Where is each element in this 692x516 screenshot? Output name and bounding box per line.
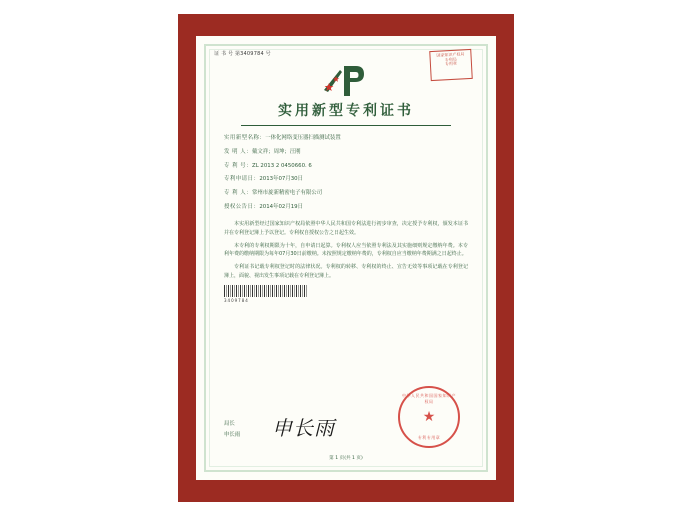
certificate-number: 证 书 号 第3409784 号 bbox=[214, 51, 271, 57]
field-row bbox=[224, 134, 478, 143]
certificate-frame bbox=[178, 14, 514, 502]
office-stamp-line1: 国家知识产权局 bbox=[436, 51, 465, 58]
field-row bbox=[224, 175, 478, 184]
field-label: 专利申请日： bbox=[224, 176, 260, 183]
certificate-content bbox=[214, 50, 478, 466]
national-seal-icon bbox=[398, 386, 460, 448]
body-paragraph: 本专利的专利权期限为十年，自申请日起算。专利权人应当依照专利法及其实施细则规定缴纳年费。本专利年费的缴纳期限为每年07月30日前缴纳。未按照规定缴纳年费的，专利权自应当缴纳年费期满之日起终止。 bbox=[224, 242, 468, 258]
handwritten-signature: 申长雨 bbox=[272, 416, 335, 440]
field-row bbox=[224, 162, 478, 171]
logo-container bbox=[214, 64, 478, 98]
field-row bbox=[224, 189, 478, 198]
page-footer: 第 1 页(共 1 页) bbox=[329, 455, 363, 461]
field-value: ZL 2013 2 0450660. 6 bbox=[252, 162, 312, 169]
field-label: 实用新型名称： bbox=[224, 135, 266, 142]
office-stamp-line2: 专利局 bbox=[444, 56, 457, 62]
certificate-paper bbox=[196, 36, 496, 480]
seal-bottom-text: 专利专用章 bbox=[417, 434, 441, 440]
patent-office-logo-icon bbox=[322, 64, 370, 98]
signature-label-title: 局长 bbox=[224, 421, 235, 428]
body-paragraph: 专利证书记载专利权登记时的法律状况。专利权的转移、专利权的终止、宣告无效等事项记载在专利登记簿上，面貌、视出发生事项记载在专利登记簿上。 bbox=[224, 264, 468, 279]
office-stamp-line3: 专用章 bbox=[444, 60, 458, 67]
field-row bbox=[224, 148, 478, 157]
field-label: 发 明 人： bbox=[224, 149, 252, 156]
field-value: 2013年07月30日 bbox=[259, 176, 303, 183]
signature-labels bbox=[224, 419, 240, 440]
field-value: 一体化网络变压器扫描测试装置 bbox=[265, 135, 341, 142]
seal-star-icon: ★ bbox=[422, 409, 436, 425]
field-value: 2014年02月19日 bbox=[259, 203, 303, 210]
field-label: 专 利 号： bbox=[224, 162, 252, 169]
field-value: 戴文祥；周坤；汪刚 bbox=[252, 149, 301, 156]
field-row bbox=[224, 203, 478, 212]
field-value: 常州市旋新精密电子有限公司 bbox=[252, 189, 323, 196]
page-title: 实用新型专利证书 bbox=[278, 103, 414, 119]
signature-label-name: 申长雨 bbox=[224, 431, 241, 438]
field-label: 授权公告日： bbox=[224, 203, 260, 210]
title-divider bbox=[241, 125, 451, 126]
field-label: 专 利 人： bbox=[224, 189, 252, 196]
body-paragraph: 本实用新型经过国家知识产权局依照中华人民共和国专利法进行初步审查，决定授予专利权，颁发本证书并在专利登记簿上予以登记。专利权自授权公告之日起生效。 bbox=[224, 221, 468, 236]
barcode bbox=[224, 285, 308, 297]
barcode-number: 3409784 bbox=[224, 297, 249, 303]
seal-top-text: 中华人民共和国国家知识产权局 bbox=[402, 393, 456, 405]
